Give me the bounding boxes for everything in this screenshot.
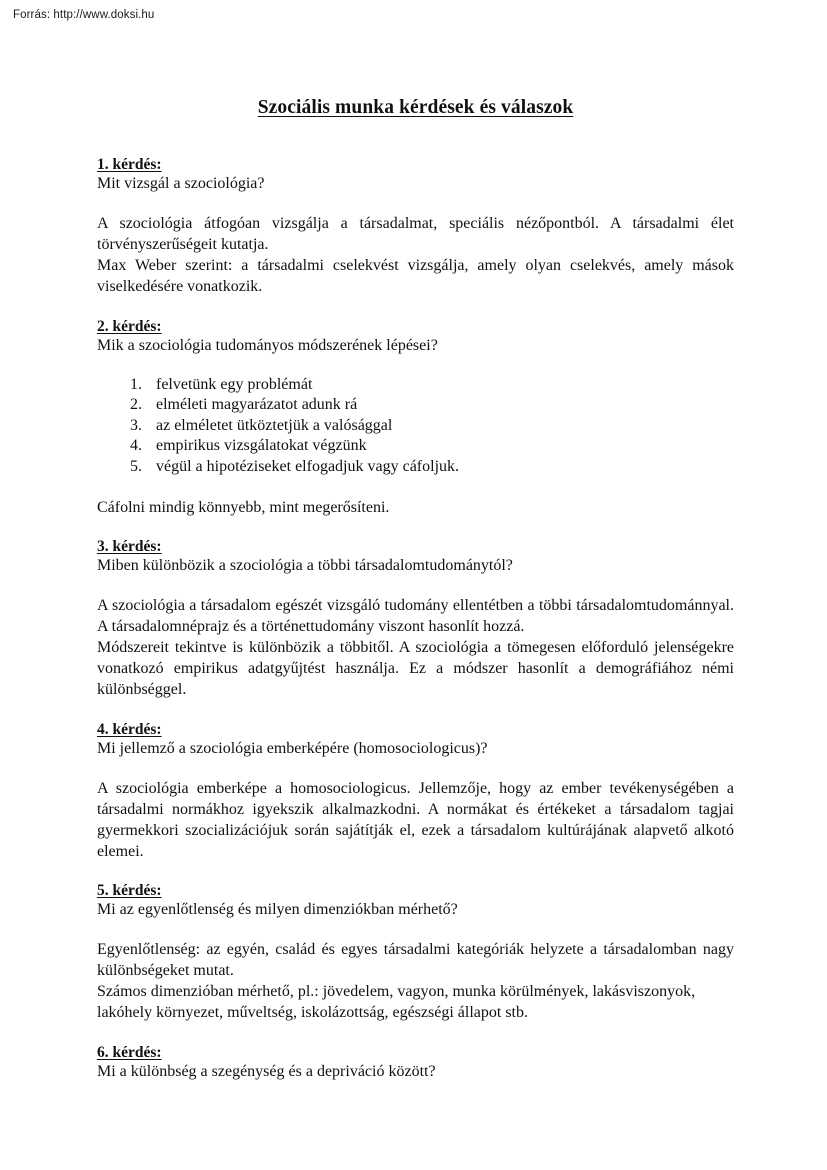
- question-prompt-2: Mik a szociológia tudományos módszerének lépései?: [97, 336, 438, 354]
- paragraph-spacer: [97, 758, 734, 778]
- question-heading-2: 2. kérdés:: [97, 317, 162, 335]
- answer-paragraph: A szociológia emberképe a homosociologicus. Jellemzője, hogy az ember tevékenységében a társadalmi normákhoz igyekszik alkalmazkodni. A normákat és értékeket a társadalom tagjai gyermekkori szocializációjuk során sajátítják el, ezek a társadalom kultúrájának alapvető alkotó elemei.: [97, 779, 734, 860]
- question-prompt-4: Mi jellemző a szociológia emberképére (homosociologicus)?: [97, 739, 488, 757]
- list-item: 5. végül a hipotéziseket elfogadjuk vagy cáfoljuk.: [146, 457, 734, 478]
- question-heading-6: 6. kérdés:: [97, 1043, 162, 1061]
- answer-paragraph: A szociológia a társadalom egészét vizsgáló tudomány ellentétben a többi társadalomtudománnyal. A társadalomnéprajz és a történettudomány viszont hasonlít hozzá.: [97, 597, 734, 635]
- answer-paragraph: Egyenlőtlenség: az egyén, család és egyes társadalmi kategóriák helyzete a társadalomban nagy különbségeket mutat.: [97, 941, 734, 979]
- section-spacer: [97, 862, 734, 882]
- paragraph-spacer: [97, 194, 734, 214]
- paragraph-spacer: [97, 920, 734, 940]
- question-block-3: [97, 537, 734, 700]
- section-spacer: [97, 518, 734, 538]
- question-block-2: [97, 317, 734, 518]
- page-title-text: Szociális munka kérdések és válaszok: [257, 97, 574, 118]
- question-prompt-5: Mi az egyenlőtlenség és milyen dimenziókban mérhető?: [97, 901, 458, 918]
- question-block-1: [97, 155, 734, 297]
- question-block-5: [97, 881, 734, 1023]
- list-item: 3. az elméletet ütköztetjük a valósággal: [146, 416, 734, 437]
- closing-note: Cáfolni mindig könnyebb, mint megerősíteni.: [97, 498, 390, 516]
- question-heading-5: 5. kérdés:: [97, 882, 162, 899]
- question-prompt-1: Mit vizsgál a szociológia?: [97, 175, 265, 192]
- answer-paragraph: Számos dimenzióban mérhető, pl.: jövedelem, vagyon, munka körülmények, lakásviszonyok, lakóhely környezet, műveltség, iskolázottság, egészségi állapot stb.: [97, 983, 696, 1021]
- question-prompt-6: Mi a különbség a szegénység és a depriváció között?: [97, 1062, 436, 1080]
- section-spacer: [97, 700, 734, 720]
- question-block-6: [97, 1043, 734, 1082]
- question-block-4: [97, 720, 734, 862]
- answer-paragraph: Módszereit tekintve is különbözik a többitől. A szociológia a tömegesen előforduló jelenségekre vonatkozó empirikus adatgyűjtést használja. Ez a módszer hasonlít a demográfiához némi különbséggel.: [97, 639, 734, 698]
- paragraph-spacer: [97, 355, 734, 375]
- question-heading-1: 1. kérdés:: [97, 156, 162, 173]
- list-item: 2. elméleti magyarázatot adunk rá: [146, 395, 734, 416]
- question-heading-4: 4. kérdés:: [97, 720, 162, 738]
- source-watermark: Forrás: http://www.doksi.hu: [13, 9, 155, 21]
- answer-paragraph: A szociológia átfogóan vizsgálja a társadalmat, speciális nézőpontból. A társadalmi élet törvényszerűségeit kutatja.: [97, 215, 734, 253]
- section-spacer: [97, 1023, 734, 1043]
- answer-paragraph: Max Weber szerint: a társadalmi cselekvést vizsgálja, amely olyan cselekvés, amely mások viselkedésére vonatkozik.: [97, 257, 734, 295]
- section-spacer: [97, 297, 734, 317]
- title-spacer: [97, 120, 734, 155]
- page-title: [97, 96, 734, 120]
- paragraph-spacer: [97, 477, 734, 497]
- list-item: 1. felvetünk egy problémát: [146, 375, 734, 396]
- paragraph-spacer: [97, 576, 734, 596]
- method-steps-list: [97, 375, 734, 478]
- list-item: 4. empirikus vizsgálatokat végzünk: [146, 436, 734, 457]
- question-heading-3: 3. kérdés:: [97, 538, 162, 555]
- question-prompt-3: Miben különbözik a szociológia a többi társadalomtudománytól?: [97, 557, 513, 574]
- document-content: [97, 96, 734, 1081]
